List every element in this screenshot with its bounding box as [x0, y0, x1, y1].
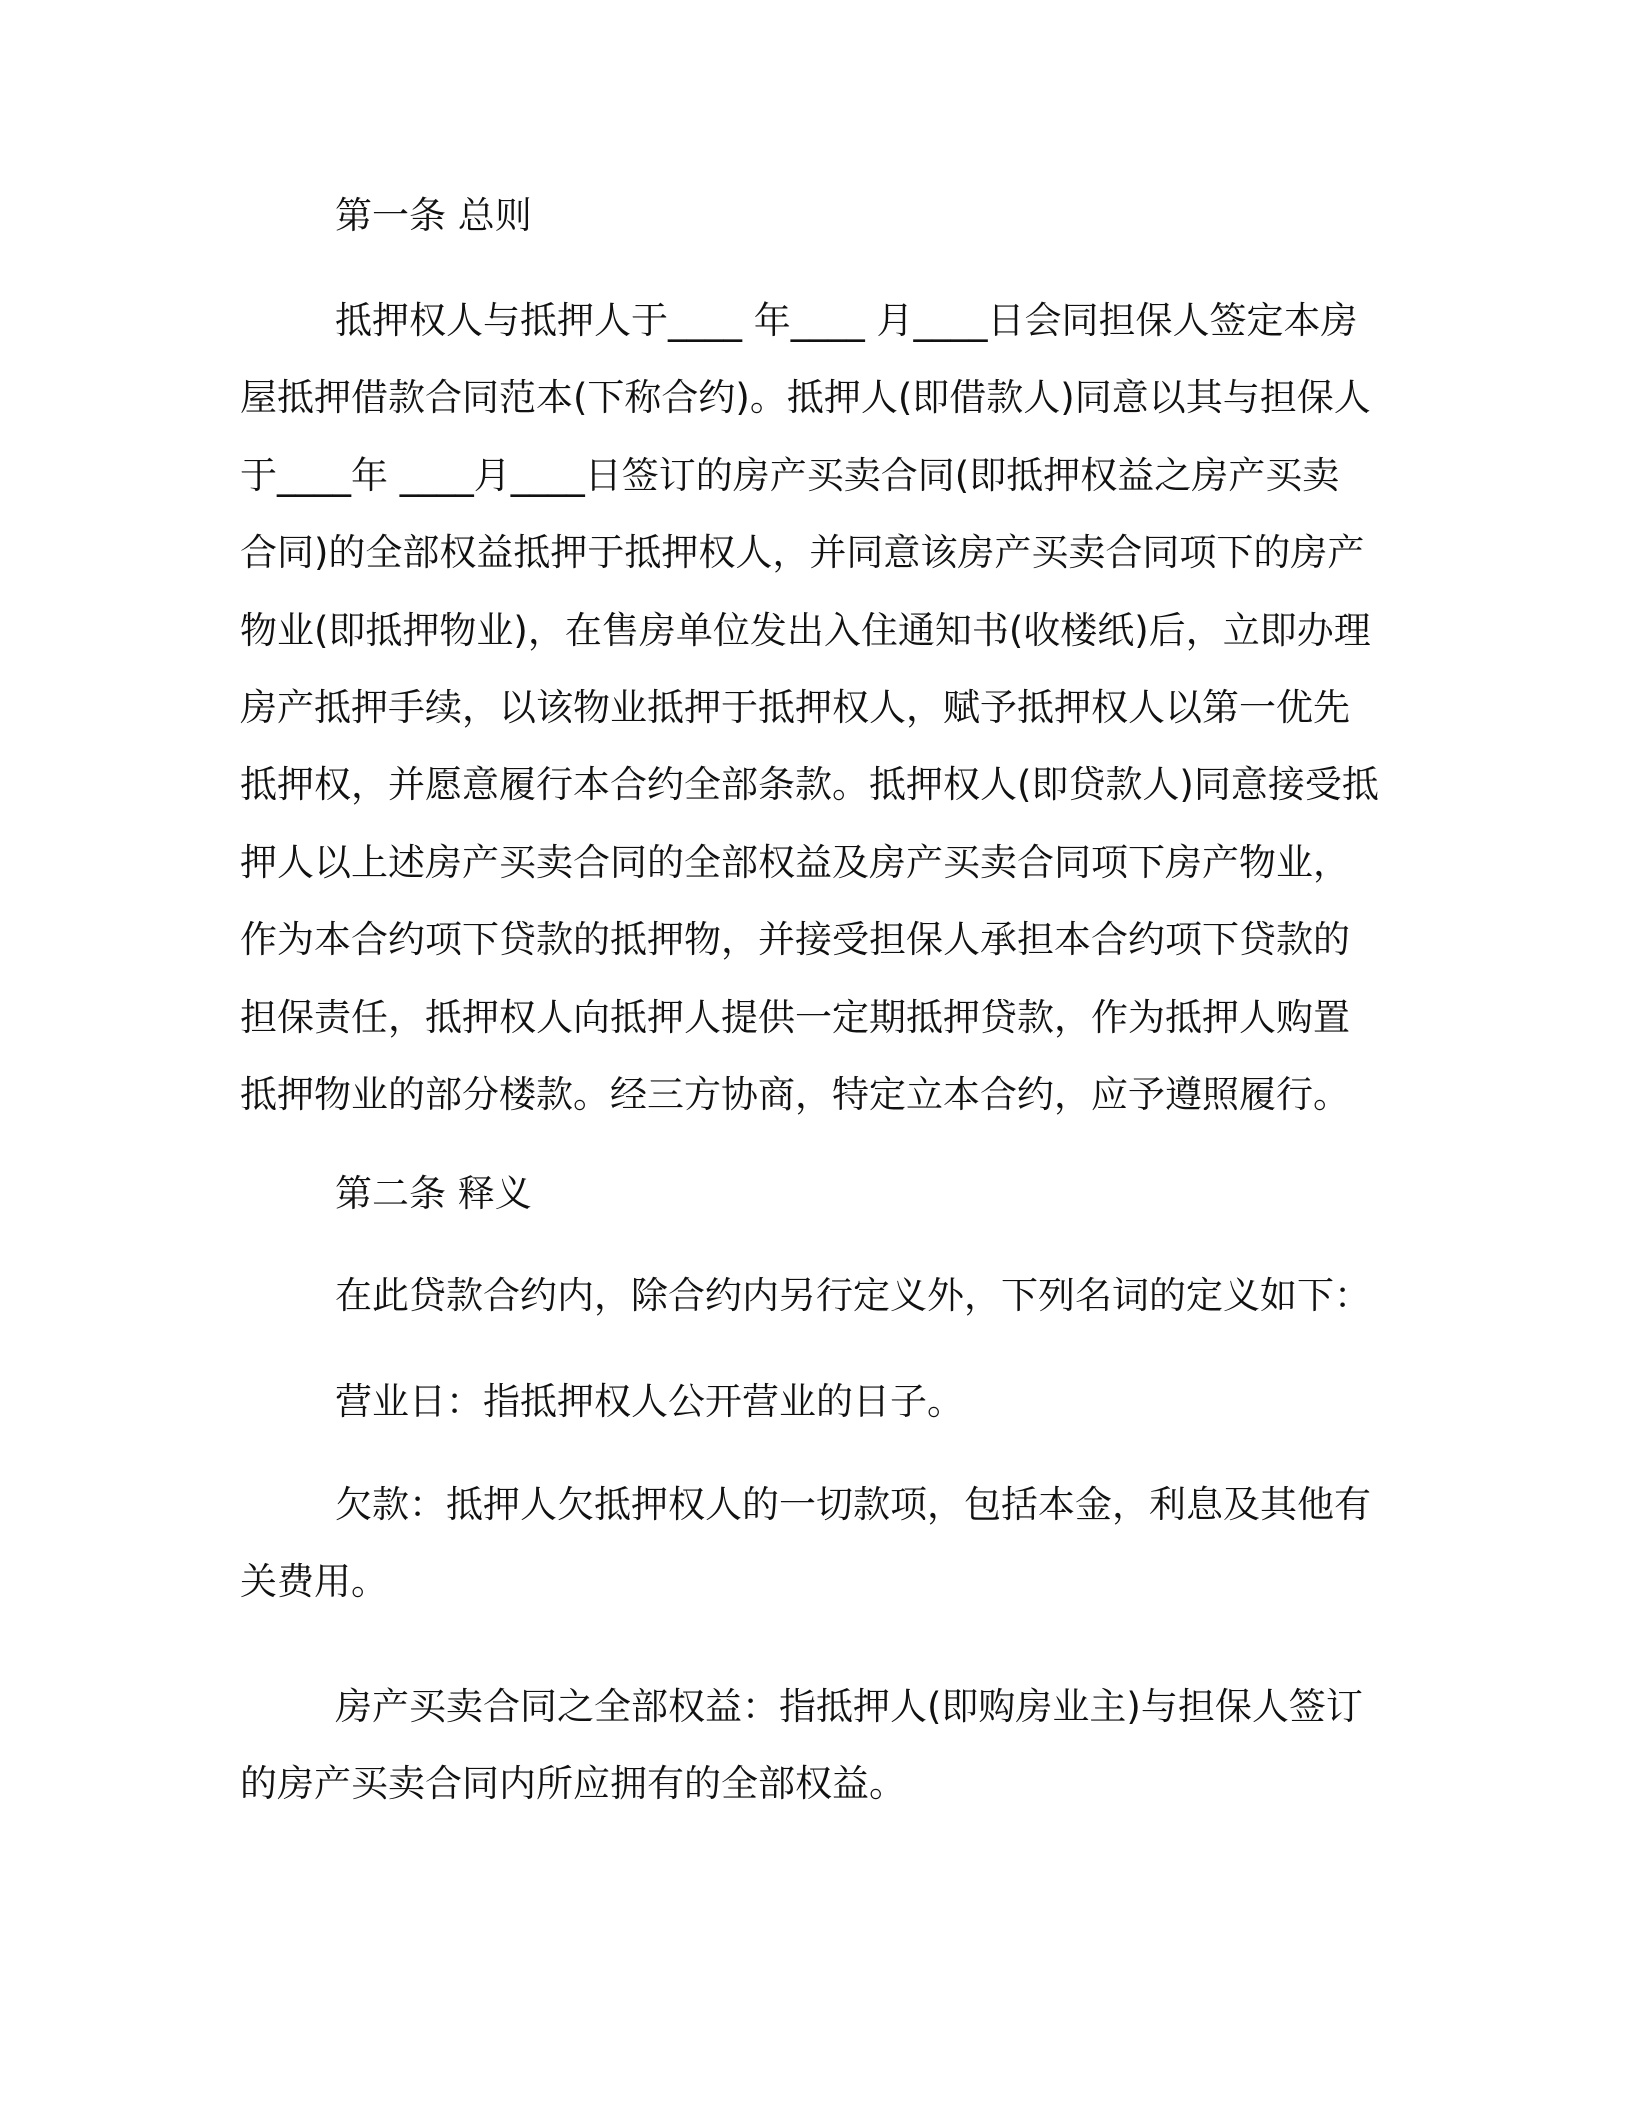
definition-purchase-rights — [240, 1668, 1390, 1823]
article-1-heading: 第一条 总则 — [335, 194, 532, 237]
article-2-heading: 第二条 释义 — [335, 1172, 532, 1215]
paragraph-line: 屋抵押借款合同范本(下称合约)。抵押人(即借款人)同意以其与担保人 — [240, 376, 1371, 420]
paragraph-line: 房产抵押手续，以该物业抵押于抵押权人，赋予抵押权人以第一优先 — [240, 685, 1350, 729]
paragraph-line: 抵押物业的部分楼款。经三方协商，特定立本合约，应予遵照履行。 — [240, 1072, 1350, 1116]
definition-debt — [240, 1466, 1390, 1621]
paragraph-line: 抵押权人与抵押人于____ 年____ 月____日会同担保人签定本房 — [335, 299, 1358, 342]
definition-line: 房产买卖合同之全部权益：指抵押人(即购房业主)与担保人签订 — [335, 1685, 1363, 1728]
paragraph-line: 抵押权，并愿意履行本合约全部条款。抵押权人(即贷款人)同意接受抵 — [240, 763, 1379, 807]
paragraph-line: 合同)的全部权益抵押于抵押权人，并同意该房产买卖合同项下的房产 — [240, 531, 1365, 575]
definition-line: 欠款：抵押人欠抵押权人的一切款项，包括本金，利息及其他有 — [335, 1483, 1371, 1526]
paragraph-line: 作为本合约项下贷款的抵押物，并接受担保人承担本合约项下贷款的 — [240, 918, 1350, 962]
definition-line: 关费用。 — [240, 1560, 388, 1604]
paragraph-line: 担保责任，抵押权人向抵押人提供一定期抵押贷款，作为抵押人购置 — [240, 995, 1350, 1039]
paragraph-line: 物业(即抵押物业)，在售房单位发出入住通知书(收楼纸)后，立即办理 — [240, 608, 1371, 652]
definition-line: 的房产买卖合同内所应拥有的全部权益。 — [240, 1762, 906, 1806]
paragraph-line: 于____年 ____月____日签订的房产买卖合同(即抵押权益之房产买卖 — [240, 453, 1340, 497]
article-2-intro: 在此贷款合约内，除合约内另行定义外，下列名词的定义如下： — [335, 1274, 1371, 1317]
definition-business-day: 营业日：指抵押权人公开营业的日子。 — [335, 1380, 964, 1423]
article-1-paragraph — [240, 282, 1390, 1133]
paragraph-line: 押人以上述房产买卖合同的全部权益及房产买卖合同项下房产物业， — [240, 840, 1350, 884]
